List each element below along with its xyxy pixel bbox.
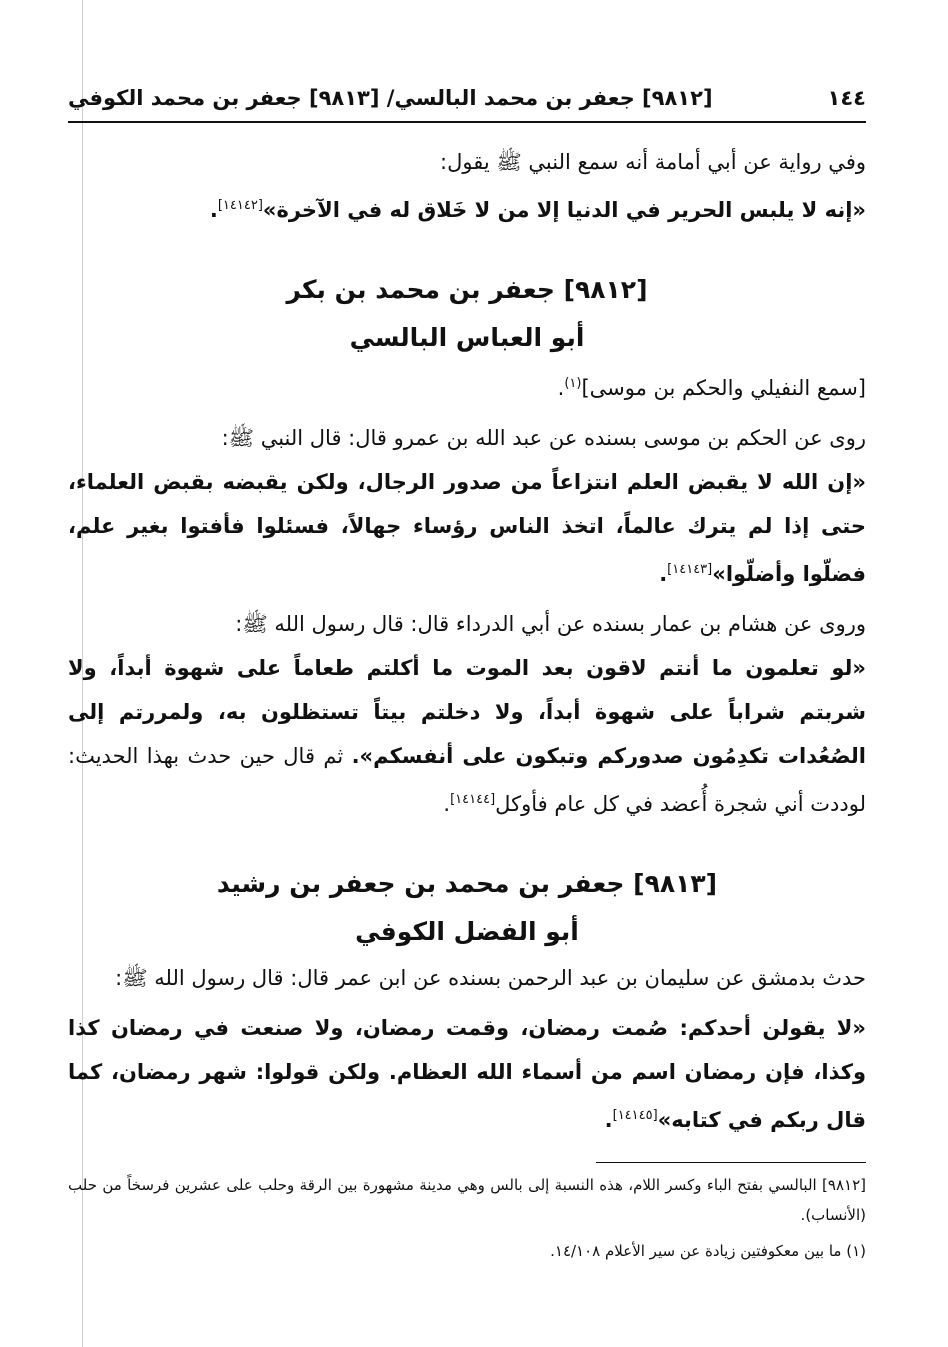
narration-2-intro-text: وروى عن هشام بن عمار بسنده عن أبي الدرداء قال: قال رسول الله ﷺ: [235,612,866,636]
hadith-1-text: «إنه لا يلبس الحرير في الدنيا إلا من لا خَلاق له في الآخرة» [262,198,866,222]
hadith-3: «لو تعلمون ما أنتم لاقون بعد الموت ما أكلتم طعاماً على شهوة أبداً، ولا شربتم شراباً على شهوة أبداً، ولا دخلتم بيتاً تستظلون به، ولمررتم إلى الصُعُدات تكدِمُون صدوركم وتبكون على أنفسكم». ثم قال حين حدث بهذا الحديث: لوددت أني شجرة أُعضد في كل عام فأوكل[١٤١٤٤]. [68,656,866,816]
spacer [68,826,866,860]
entry-9812-title: [٩٨١٢] جعفر بن محمد بن بكر [286,275,648,304]
entry-9813-kunya: أبو الفضل الكوفي [355,917,579,946]
entry-9812-kunya: أبو العباس البالسي [349,323,585,352]
entry-9813-title: [٩٨١٣] جعفر بن محمد بن جعفر بن رشيد [216,869,718,898]
entry-9812-note-text: [سمع النفيلي والحكم بن موسى] [581,376,866,400]
hadith-3-text: «لو تعلمون ما أنتم لاقون بعد الموت ما أكلتم طعاماً على شهوة أبداً، ولا شربتم شراباً على شهوة أبداً، ولا دخلتم بيتاً تستظلون به، ولمررتم إلى الصُعُدات تكدِمُون صدوركم وتبكون على أنفسكم». [68,656,866,768]
intro-line-text: وفي رواية عن أبي أمامة أنه سمع النبي ﷺ يقول: [440,150,866,174]
intro-line [68,140,866,184]
hadith-4: «لا يقولن أحدكم: صُمت رمضان، وقمت رمضان، ولا صنعت في رمضان كذا وكذا، فإن رمضان اسم من أسماء الله العظام. ولكن قولوا: شهر رمضان، كما قال ربكم في كتابه»[١٤١٤٥]. [68,1016,866,1132]
entry-9812-note-ref: (١) [564,376,582,391]
entry-9812-note: [سمع النفيلي والحكم بن موسى]$^{(١)}$. [557,376,866,400]
footnotes [68,1170,866,1266]
hadith-2: «إن الله لا يقبض العلم انتزاعاً من صدور الرجال، ولكن يقبضه بقبض العلماء، حتى إذا لم يترك عالماً، اتخذ الناس رؤساء جهالاً، فسئلوا فأفتوا بغير علم، فضلّوا وأضلّوا»[١٤١٤٣]. [68,470,866,586]
page-number: ١٤٤ [827,86,866,110]
footnote-1: (١) ما بين معكوفتين زيادة عن سير الأعلام ١٤/١٠٨. [550,1242,866,1260]
hadith-1-ref: [١٤١٤٢] [217,198,263,213]
running-title: [٩٨١٢] جعفر بن محمد البالسي/ [٩٨١٣] جعفر بن محمد الكوفي [68,86,713,110]
page-header [68,78,866,118]
page-body [68,140,866,1142]
footnote-rule [596,1162,866,1163]
narration-3-intro-text: حدث بدمشق عن سليمان بن عبد الرحمن بسنده عن ابن عمر قال: قال رسول الله ﷺ: [115,966,866,990]
hadith-3-ref: [١٤١٤٤] [450,792,496,807]
narration-3-intro [68,956,866,1000]
hadith-1: «إنه لا يلبس الحرير في الدنيا إلا من لا خَلاق له في الآخرة»[١٤١٤٢]. [209,198,866,222]
hadith-2-ref: [١٤١٤٣] [667,562,713,577]
spacer [68,232,866,266]
narration-2-intro [68,602,866,646]
hadith-2-text: «إن الله لا يقبض العلم انتزاعاً من صدور الرجال، ولكن يقبضه بقبض العلماء، حتى إذا لم يترك عالماً، اتخذ الناس رؤساء جهالاً، فسئلوا فأفتوا بغير علم، فضلّوا وأضلّوا» [68,470,866,586]
hadith-3-tail: ثم قال حين حدث بهذا الحديث: لوددت أني شجرة أُعضد في كل عام فأوكل [68,744,866,816]
hadith-4-text: «لا يقولن أحدكم: صُمت رمضان، وقمت رمضان، ولا صنعت في رمضان كذا وكذا، فإن رمضان اسم من أسماء الله العظام. ولكن قولوا: شهر رمضان، كما قال ربكم في كتابه» [68,1016,866,1132]
narration-1-intro-text: روى عن الحكم بن موسى بسنده عن عبد الله بن عمرو قال: قال النبي ﷺ: [221,426,866,450]
hadith-4-ref: [١٤١٤٥] [612,1108,658,1123]
header-rule [68,121,866,123]
narration-1-intro [68,416,866,460]
footnote-9812: [٩٨١٢] البالسي بفتح الباء وكسر اللام، هذه النسبة إلى بالس وهي مدينة مشهورة بين الرقة وحلب على عشرين فرسخاً من حلب (الأنساب). [68,1176,866,1224]
